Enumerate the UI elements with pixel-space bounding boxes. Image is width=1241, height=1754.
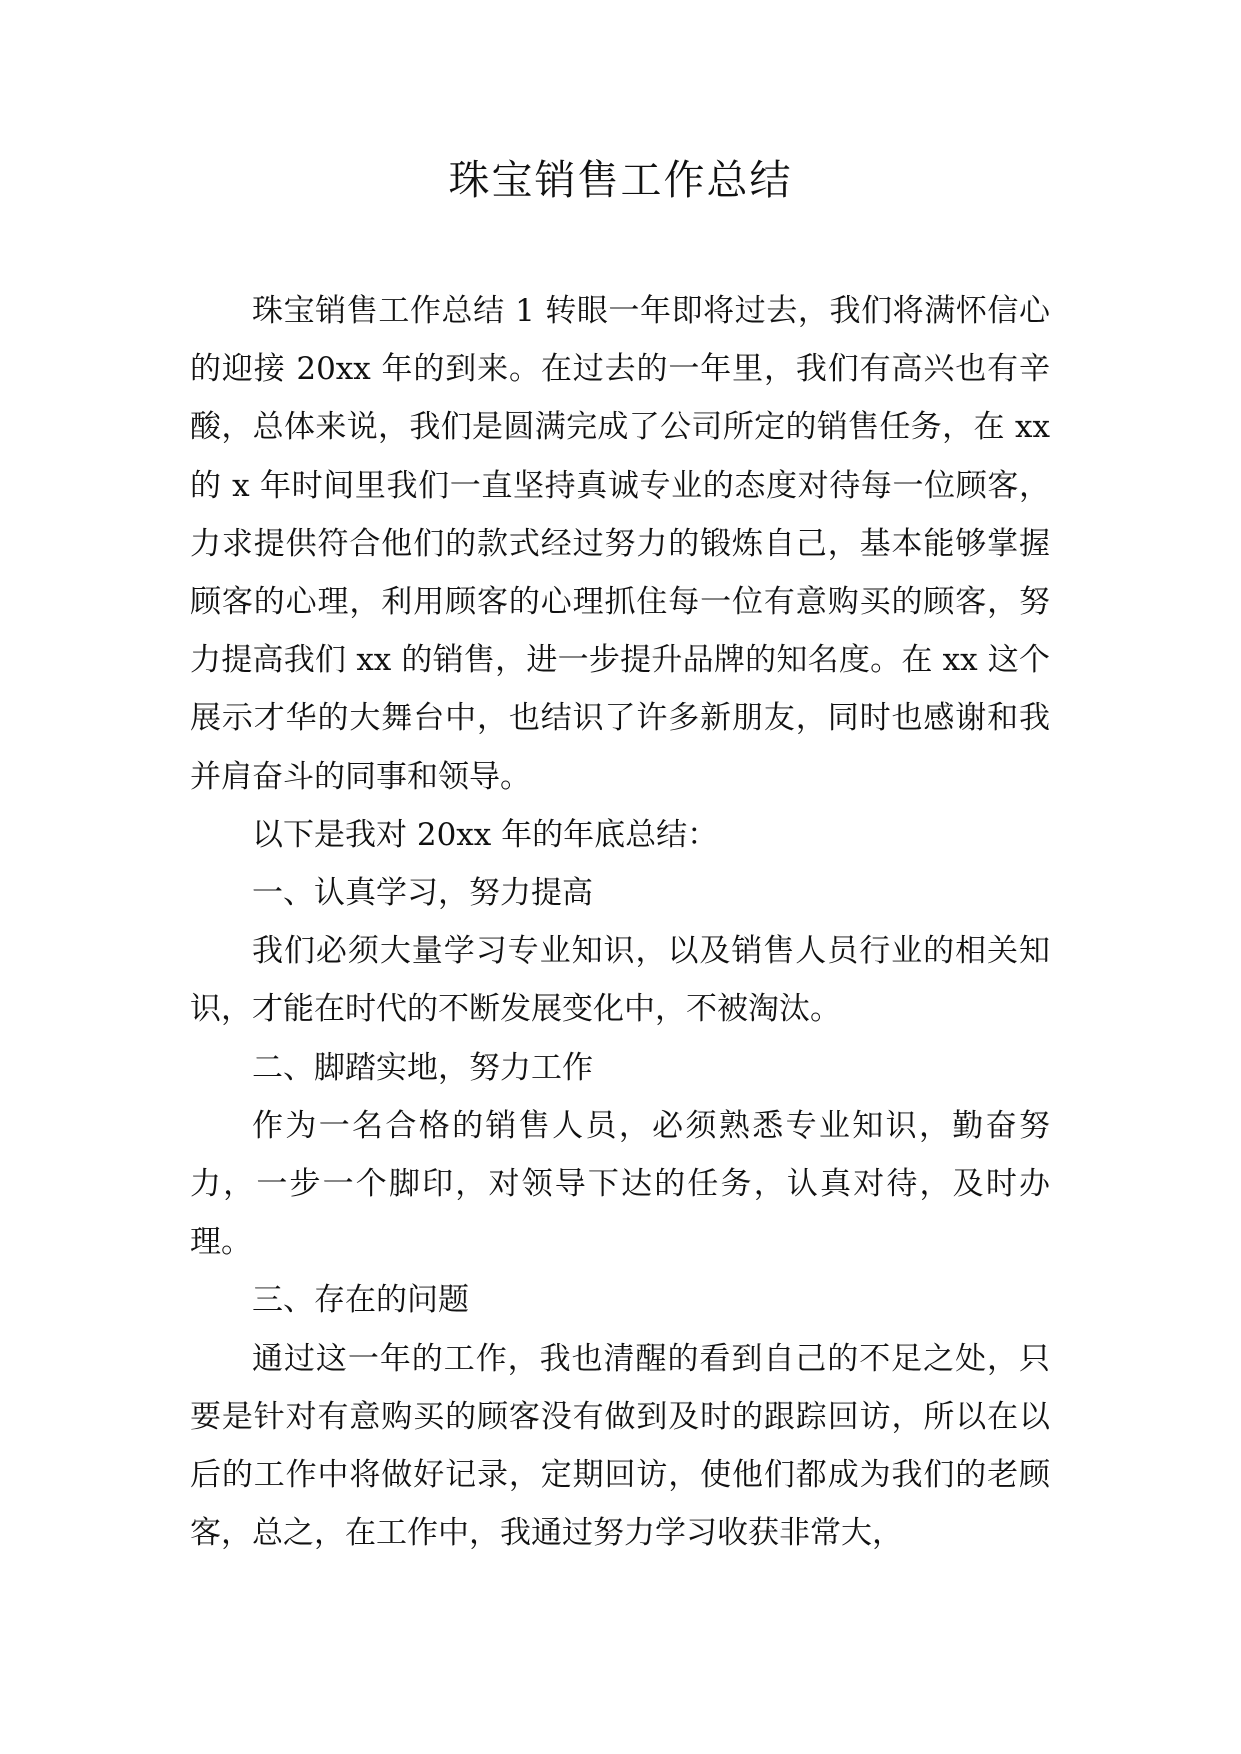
paragraph-section-2: 作为一名合格的销售人员，必须熟悉专业知识，勤奋努力，一步一个脚印，对领导下达的任务，认真对待，及时办理。 xyxy=(190,1107,1050,1261)
section-heading-3: 三、存在的问题 xyxy=(252,1282,469,1319)
section-heading-2: 二、脚踏实地，努力工作 xyxy=(252,1049,593,1086)
document-body xyxy=(190,282,1050,1562)
paragraph-intro: 珠宝销售工作总结 1 转眼一年即将过去，我们将满怀信心的迎接 20xx 年的到来。在过去的一年里，我们有高兴也有辛酸，总体来说，我们是圆满完成了公司所定的销售任务，在 xx 的 x 年时间里我们一直坚持真诚专业的态度对待每一位顾客，力求提供符合他们的款式经过努力的锻炼自己，基本能够掌握顾客的心理，利用顾客的心理抓住每一位有意购买的顾客，努力提高我们 xx 的销售，进一步提升品牌的知名度。在 xx 这个展示才华的大舞台中，也结识了许多新朋友，同时也感谢和我并肩奋斗的同事和领导。 xyxy=(190,293,1050,795)
document-title: 珠宝销售工作总结 xyxy=(448,156,793,204)
section-heading-1: 一、认真学习，努力提高 xyxy=(252,875,593,912)
paragraph-section-1: 我们必须大量学习专业知识，以及销售人员行业的相关知识，才能在时代的不断发展变化中，不被淘汰。 xyxy=(190,933,1050,1028)
paragraph-section-3: 通过这一年的工作，我也清醒的看到自己的不足之处，只要是针对有意购买的顾客没有做到及时的跟踪回访，所以在以后的工作中将做好记录，定期回访，使他们都成为我们的老顾客，总之，在工作中，我通过努力学习收获非常大， xyxy=(190,1340,1050,1552)
paragraph-summary-lead: 以下是我对 20xx 年的年底总结： xyxy=(252,816,719,853)
